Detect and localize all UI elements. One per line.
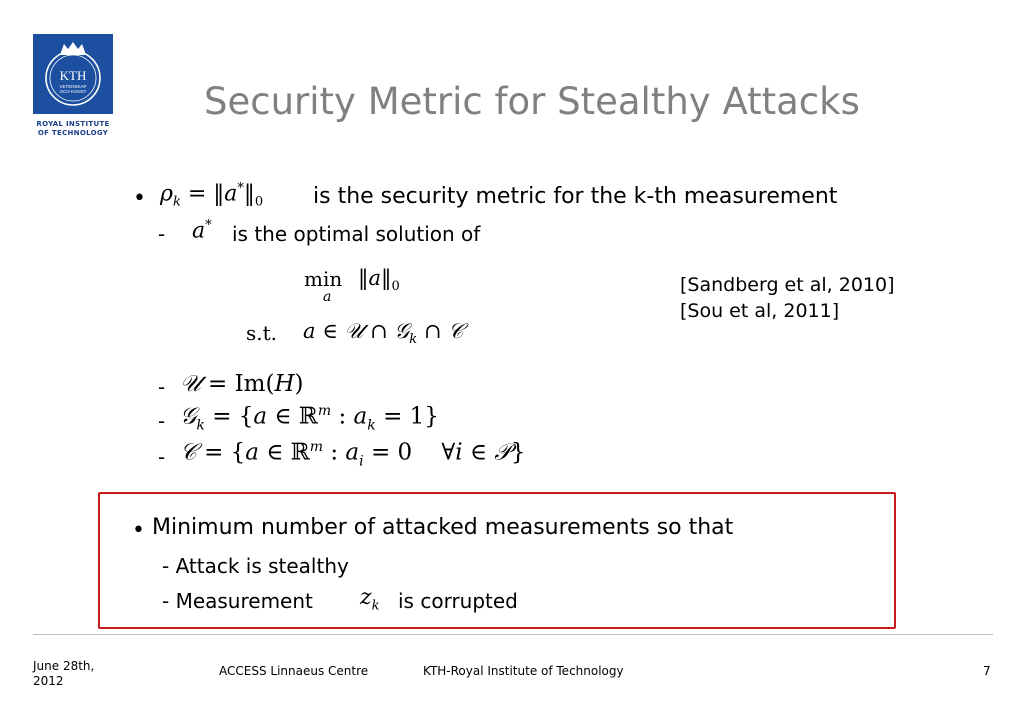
opt-min-subscript: a xyxy=(323,289,332,305)
opt-st: s.t. xyxy=(246,321,278,345)
slide-title: Security Metric for Stealthy Attacks xyxy=(204,80,860,123)
logo-caption xyxy=(33,120,113,138)
rho-formula: $\rho_k$ = $‖a^*‖_0$ xyxy=(160,181,264,210)
sub3-prefix: - Measurement xyxy=(162,589,313,613)
sub1-text: is the optimal solution of xyxy=(232,222,481,246)
logo-emblem-sub1: VETENSKAP xyxy=(59,84,87,89)
footer-page-number: 7 xyxy=(983,664,991,678)
bullet-dot-2: • xyxy=(132,518,145,543)
a-star-symbol: a* xyxy=(192,218,212,244)
footer-divider xyxy=(33,634,993,635)
footer-institution: KTH-Royal Institute of Technology xyxy=(423,664,624,678)
dash-2: - xyxy=(158,375,166,399)
z-k-symbol: $z_k$ xyxy=(360,585,380,614)
set-U-definition: 𝒰 = Im(H) xyxy=(180,371,304,397)
citation-2: [Sou et al, 2011] xyxy=(680,300,840,322)
dash-3: - xyxy=(158,409,166,433)
footer-date-line1: June 28th, xyxy=(33,659,95,673)
logo-emblem-sub2: OCH KONST xyxy=(59,89,87,94)
kth-logo xyxy=(33,34,113,114)
opt-objective: $‖a‖_0$ xyxy=(358,266,400,295)
kth-emblem-icon xyxy=(33,34,113,114)
logo-emblem-text: KTH xyxy=(59,68,87,83)
bullet2-text: Minimum number of attacked measurements so that xyxy=(152,515,734,540)
footer-centre: ACCESS Linnaeus Centre xyxy=(219,664,369,678)
sub2-text: - Attack is stealthy xyxy=(162,554,349,578)
footer-date xyxy=(33,659,94,689)
dash-1: - xyxy=(158,222,166,246)
opt-constraint: a ∈ 𝒰 ∩ 𝒢$_k$ ∩ 𝒞 xyxy=(303,319,464,348)
logo-line-2: OF TECHNOLOGY xyxy=(37,129,109,137)
set-G-definition: 𝒢$_k$ = {a ∈ ℝ$^m$ : $a_k = 1$} xyxy=(180,403,439,434)
opt-min: min xyxy=(304,267,343,291)
footer-date-line2: 2012 xyxy=(33,674,64,688)
bullet1-text: is the security metric for the k-th measurement xyxy=(313,184,838,209)
sub3-suffix: is corrupted xyxy=(398,589,518,613)
set-C-definition: 𝒞 = {a ∈ ℝ$^m$ : $a_i = 0$ ∀i ∈ 𝒫} xyxy=(180,439,526,470)
citations xyxy=(680,272,895,324)
dash-4: - xyxy=(158,445,166,469)
bullet-dot-1: • xyxy=(133,186,146,211)
logo-line-1: ROYAL INSTITUTE xyxy=(36,120,110,128)
citation-1: [Sandberg et al, 2010] xyxy=(680,274,895,296)
